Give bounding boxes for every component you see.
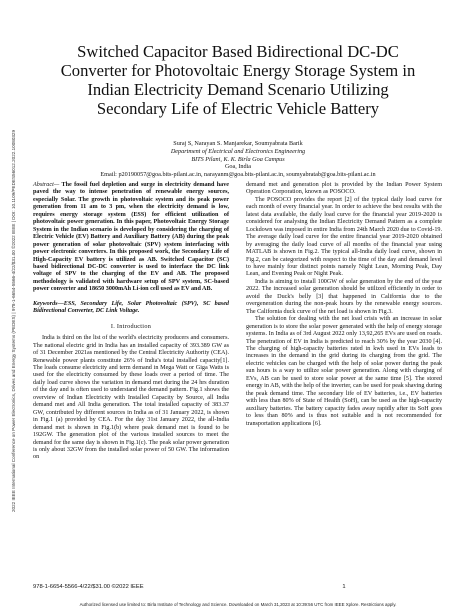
author-names: Suraj S, Narayan S. Manjarekar, Soumyabrata Barik <box>173 140 303 147</box>
title-line: Indian Electricity Demand Scenario Utilizing <box>87 80 389 99</box>
abstract-lead: Abstract— <box>33 182 60 188</box>
body-paragraph: The solution for dealing with the net load crisis with an increase in solar generation is to store the solar power generated with the help of energy storage systems. In India as of 3rd August 2022 only 13,92,265 EVs are used on roads. The penetration of EV in India is predicted to reach 30% by the year 2030 [4]. The charging of high-capacity batteries rated in kwh used in EVs leads to increases in the demand in the grid during its charging from the grid. The electric vehicles can be charged with the help of solar power during the peak sun hours is a way to utilize solar power generation. Along with charging of EVs, AB can be used to store solar power at the same time [5]. The stored energy in AB, with the help of the inverter, can be used for peak shaving during the peak demand time. The secondary life of EV batteries, i.e., EV batteries with less than 80% of State of Health (SoH), can be used as the high-capacity auxiliary batteries. The battery capacity fades away rapidly after its SoH goes to less than 80% and is thus not suitable and is not recommended for transportation applications [6]. <box>246 316 442 427</box>
title-line: Switched Capacitor Based Bidirectional DC-DC <box>77 42 399 61</box>
license-notice: Authorized licensed use limited to: Birla Institute of Technology and Science. Downloaded on March 31,2023 at 10:39:56 UTC from IEEE Xplore. Restrictions apply. <box>79 602 397 607</box>
author-location: Goa, India <box>224 163 252 171</box>
copyright-footer: 978-1-6654-5566-4/22/$31.00 ©2022 IEEE <box>33 584 144 590</box>
body-paragraph: demand met and generation plot is provided by the Indian Power System Operation Corporation, known as POSOCO. <box>246 182 442 196</box>
body-paragraph: India is third on the list of the world's electricity producers and consumers. The national electric grid in India has an installed capacity of 393.389 GW as of 31 December 2021as mentioned by the Central Electricity Authority (CEA). Renewable power plants constitute 26% of India's total installed capacity[1]. The loads consume electricity and term demand in Mega Watt or Giga Watts is used for the electricity consumed by these loads over a period of time. The daily load curve shows the variation in demand met during the 24 hrs duration of the day and is often used to understand the demand pattern. Fig.1 shows the overview of Indian Electricity with Installed Capacity by Source, all India demand met and All India generation. The total installed capacity of 383.37 GW, contributed by different sources in India as of 31 January 2022, is shown in Fig.1 (a) provided by CEA. For the day 31st January 2022, the all-India demand met is shown in Fig.1(b) where peak demand met is found to be 192GW. The generation plot of the various installed sources to meet the demand for the same day is shown in Fig.1(c). The peak solar power generation is only about 32GW from the installed solar power of 50 GW. The information on <box>33 335 229 461</box>
right-column <box>246 182 442 428</box>
keywords-lead: Keywords— <box>33 300 64 307</box>
keywords <box>33 301 229 316</box>
paper-title <box>22 42 454 118</box>
body-paragraph: The POSOCO provides the report [2] of the typical daily load curve for each month of every financial year. In order to achieve the best results with the latest data available, the daily load curve for the financial year 2019-2020 is considered for analysing the Indian Electricity Demand Pattern as a complete Lockdown was imposed in entire India from 24th March 2020 due to Covid-19. The average daily load curve for the entire financial year 2019-2020 obtained by averaging the daily load curve of all months of the financial year using MATLAB is shown in Fig.2. The typical all-India daily load curve, shown in Fig.2, can be categorized with respect to the time of the day and demand level to have mainly four distinct points namely Night Lean, Morning Peak, Day Lean, and Evening Peak or Night Peak. <box>246 196 442 278</box>
left-column <box>33 182 229 462</box>
page-number: 1 <box>342 584 346 590</box>
author-emails: Email: p20190057@goa.bits-pilani.ac.in, narayanm@goa.bits-pilani.ac.in, soumyabratab@goa.bits-pilani.ac.in <box>100 171 376 179</box>
section-heading: I. Introduction <box>110 322 152 330</box>
abstract-text: The fossil fuel depletion and surge in electricity demand have paved the way to intense penetration of renewable energy sources, especially Solar. The growth in photovoltaic system and its peak power generation from 11 am to 3 pm, when the electricity demand is low, requires energy storage system (ESS) for efficient utilization of photovoltaic power generation. In this paper, Photovoltaic Energy Storage System in the Indian scenario is developed by considering the charging of Electric Vehicle (EV) Battery and Auxiliary Battery (AB) during the peak power generation of solar photovoltaic (SPV) system interfacing with power electronic converters. In this proposed work, the Secondary Life of High-Capacity EV battery is utilized as AB. Switched Capacitor (SC) based bidirectional DC-DC converter is used to interface the DC link voltage of SPV to the charging of the EV and AB. The proposed methodology is validated with hardware setup of SPV system, SC-based power converter and 18650 3000mAh Li-ion cell used as EV and AB. <box>33 182 229 293</box>
author-department: Department of Electrical and Electronics Engineering <box>170 147 306 155</box>
abstract <box>33 182 229 294</box>
author-block <box>22 140 454 179</box>
doi-sidebar-text: 2022 IEEE International Conference on Power Electronics, Drives and Energy Systems (PEDES) | 978-1-6654-5566-4/22/$31.00 ©2022 IEEE | DOI: 10.1109/PEDES56012.2022.10080329 <box>11 129 16 513</box>
body-paragraph: India is aiming to install 100GW of solar generation by the end of the year 2022. The increased solar generation should be utilized efficiently in order to avoid the Duck's belly [3] that happened in California due to the overgeneration during the non-peak hours by the renewable energy sources. The California duck curve of the net load is shown in Fig.3. <box>246 278 442 315</box>
author-institution: BITS Pilani, K. K. Birla Goa Campus <box>191 155 285 163</box>
keywords-text: ESS, Secondary Life, Solar Photovoltaic (SPV), SC based Bidirectional Converter, DC Link Voltage. <box>33 300 229 315</box>
title-line: Converter for Photovoltaic Energy Storage System in <box>60 61 416 80</box>
title-line: Secondary Life of Electric Vehicle Battery <box>96 99 380 118</box>
